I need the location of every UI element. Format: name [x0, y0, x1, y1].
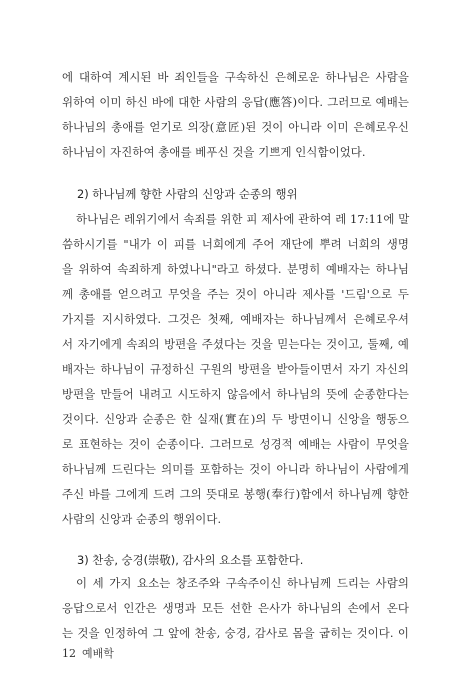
section-2-line-8: 방편을 만들어 내려고 시도하지 않음에서 하나님의 뜻에 순종한다는: [62, 387, 409, 401]
page-footer: [62, 647, 114, 661]
paragraph-1-line-3: 하나님의 총애를 얻기로 의장(意匠)된 것이 아니라 이미 은혜로우신: [62, 120, 409, 134]
paragraph-1-line-2: 위하여 이미 하신 바에 대한 사람의 응답(應答)이다. 그러므로 예배는: [62, 95, 409, 109]
section-2-heading: 2) 하나님께 향한 사람의 신앙과 순종의 행위: [77, 187, 298, 201]
section-3-line-3: 는 것을 인정하여 그 앞에 찬송, 숭경, 감사로 몸을 굽히는 것이다. 이: [62, 626, 409, 640]
paragraph-1-line-1: 에 대하여 계시된 바 죄인들을 구속하신 은혜로운 하나님은 사람을: [62, 70, 409, 84]
section-2-line-4: 께 총애를 얻으려고 무엇을 주는 것이 아니라 제사를 '드림'으로 두: [62, 287, 409, 301]
section-2-line-2: 씀하시기를 "내가 이 피를 너희에게 주어 재단에 뿌려 너희의 생명: [62, 237, 409, 251]
section-2-line-9: 것이다. 신앙과 순종은 한 실재(實在)의 두 방면이니 신앙을 행동으: [62, 412, 409, 426]
section-3-heading: 3) 찬송, 숭경(崇敬), 감사의 요소를 포함한다.: [77, 553, 304, 567]
section-2-line-7: 배자는 하나님이 규정하신 구원의 방편을 받아들이면서 자기 자신의: [62, 362, 409, 376]
section-3-line-2: 응답으로서 인간은 생명과 모든 선한 은사가 하나님의 손에서 온다: [62, 601, 409, 615]
section-2-line-5: 가지를 지시하였다. 그것은 첫째, 예배자는 하나님께서 은혜로우셔: [62, 312, 409, 326]
running-title: 예배학: [82, 647, 114, 660]
section-2-line-12: 주신 바를 그에게 드려 그의 뜻대로 봉행(奉行)함에서 하나님께 향한: [62, 487, 409, 501]
paragraph-1-line-4: 하나님이 자진하여 총애를 베푸신 것을 기쁘게 인식함이었다.: [62, 145, 366, 159]
section-2-line-6: 서 자기에게 속죄의 방편을 주셨다는 것을 믿는다는 것이고, 둘째, 예: [62, 337, 409, 351]
section-2-line-13: 사람의 신앙과 순종의 행위이다.: [62, 512, 222, 526]
section-2-line-11: 하나님께 드린다는 의미를 포함하는 것이 아니라 하나님이 사람에게: [62, 462, 409, 476]
section-3-line-1: 이 세 가지 요소는 창조주와 구속주이신 하나님께 드리는 사람의: [76, 576, 409, 590]
section-2-line-3: 을 위하여 속죄하게 하였나니"라고 하셨다. 분명히 예배자는 하나님: [62, 262, 409, 276]
section-2-line-10: 로 표현하는 것이 순종이다. 그러므로 성경적 예배는 사람이 무엇을: [62, 437, 409, 451]
page-number: 12: [62, 647, 76, 660]
section-2-line-1: 하나님은 레위기에서 속죄를 위한 피 제사에 관하여 레 17:11에 말: [76, 212, 410, 226]
